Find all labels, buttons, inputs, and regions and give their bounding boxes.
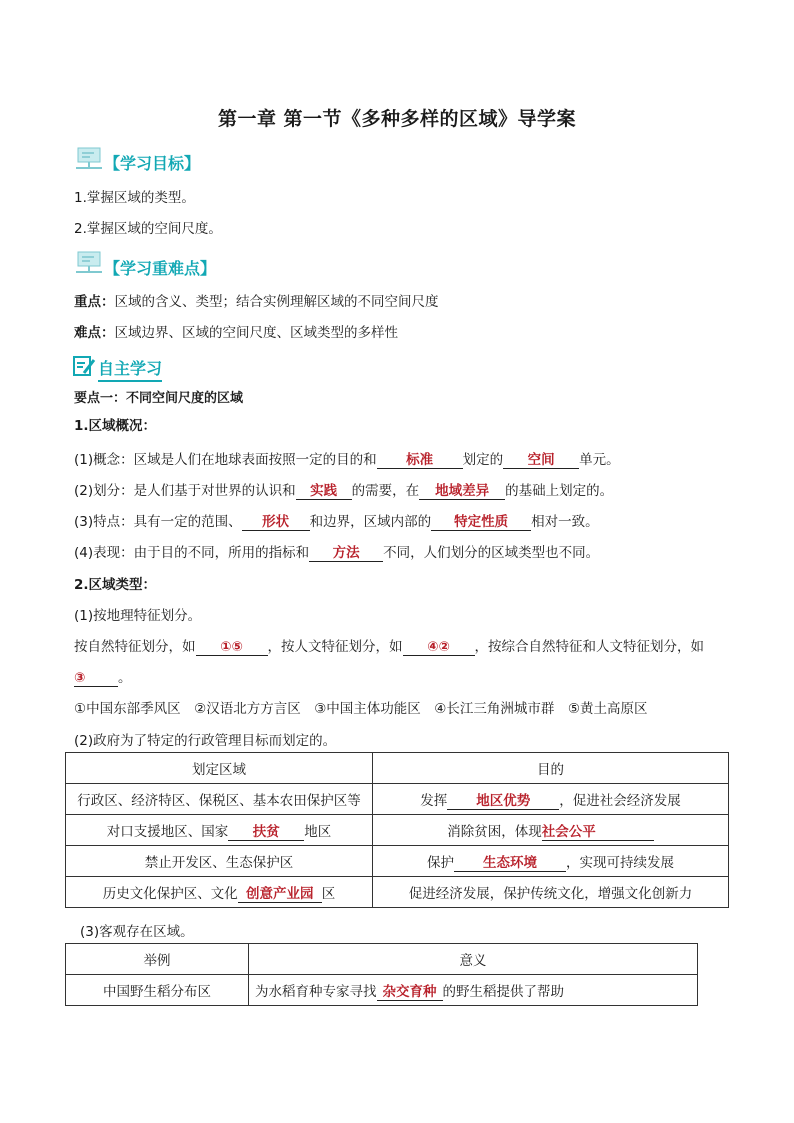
answer-blank: ④②: [403, 640, 475, 656]
table-header-row: [66, 944, 698, 975]
table-cell: [373, 815, 729, 846]
classification-text-end: 。: [118, 670, 132, 686]
cell-text: 保护: [427, 854, 454, 871]
table-row: [66, 877, 729, 908]
cell-text: 历史文化保护区、文化: [102, 885, 238, 902]
difficult-points-line: [74, 321, 398, 341]
table-header-cell: 划定区域: [66, 753, 373, 784]
geo-feature-line: (1)按地理特征划分。: [74, 608, 202, 624]
answer-blank: ①⑤: [196, 640, 268, 656]
cell-text: 地区: [304, 823, 332, 840]
classification-text-c: ，按综合自然特征和人文特征划分，如: [474, 639, 704, 655]
options-line: ①中国东部季风区 ②汉语北方方言区 ③中国主体功能区 ④长江三角洲城市群 ⑤黄土高原区: [74, 701, 648, 717]
table-header-cell: 举例: [66, 944, 249, 975]
expression-text-a: (4)表现：由于目的不同，所用的指标和: [74, 545, 310, 561]
answer-blank: 实践: [296, 484, 352, 500]
section-title-selfstudy: 自主学习: [98, 356, 162, 382]
answer-blank: 标准: [377, 453, 463, 469]
concept-text-c: 单元。: [579, 452, 620, 468]
answer-blank: ③: [74, 671, 118, 687]
concept-text-a: (1)概念：区域是人们在地球表面按照一定的目的和: [74, 452, 377, 468]
pencil-note-icon: [72, 354, 96, 378]
features-line: [74, 510, 599, 531]
study-board-icon: [74, 250, 104, 274]
key-points-line: [74, 290, 439, 310]
cell-text: ，促进社会经济发展: [559, 792, 681, 809]
table-cell: 中国野生稻分布区: [66, 975, 249, 1006]
key-text: 区域的含义、类型；结合实例理解区域的不同空间尺度: [114, 294, 439, 310]
table-cell: 促进经济发展，保护传统文化，增强文化创新力: [373, 877, 729, 908]
difficult-label: 难点：: [74, 325, 115, 341]
cell-text: 发挥: [420, 792, 448, 809]
objective-region-line: (3)客观存在区域。: [80, 924, 194, 940]
division-text-c: 的基础上划定的。: [505, 483, 614, 499]
concept-text-b: 划定的: [462, 452, 504, 468]
table-cell: 禁止开发区、生态保护区: [66, 846, 373, 877]
table-row: [66, 815, 729, 846]
cell-text: 为水稻育种专家寻找: [255, 983, 377, 1000]
division-line: [74, 479, 613, 500]
region-purpose-table: [65, 752, 729, 908]
expression-line: [74, 541, 599, 562]
division-text-b: 的需要，在: [351, 483, 420, 499]
table-cell: [373, 846, 729, 877]
types-heading: 2.区域类型：: [74, 577, 157, 593]
difficult-text: 区域边界、区域的空间尺度、区域类型的多样性: [114, 325, 398, 341]
answer-blank: 形状: [242, 515, 310, 531]
division-text-a: (2)划分：是人们基于对世界的认识和: [74, 483, 296, 499]
key-label: 重点：: [74, 294, 115, 310]
section-title-keypoints: 【学习重难点】: [104, 259, 217, 278]
answer-blank: 生态环境: [454, 856, 566, 872]
answer-blank: 杂交育种: [377, 985, 443, 1001]
cell-text: 消除贫困，体现: [447, 823, 542, 840]
cell-text: 区: [321, 885, 336, 902]
overview-heading: 1.区域概况：: [74, 418, 157, 434]
table-row: [66, 784, 729, 815]
answer-blank: 社会公平: [542, 825, 654, 841]
table-cell: [373, 784, 729, 815]
table-cell: [249, 975, 698, 1006]
objective-region-table: [65, 943, 698, 1006]
table-cell: [66, 877, 373, 908]
classification-line: [74, 635, 704, 656]
classification-line-2: [74, 666, 132, 687]
answer-blank: 特定性质: [431, 515, 531, 531]
goal-item-1: 1.掌握区域的类型。: [74, 190, 195, 206]
table-row: [66, 975, 698, 1006]
table-header-row: [66, 753, 729, 784]
table-header-cell: 意义: [249, 944, 698, 975]
concept-line: [74, 448, 620, 469]
government-line: (2)政府为了特定的行政管理目标而划定的。: [74, 733, 337, 749]
answer-blank: 地区优势: [447, 794, 559, 810]
answer-blank: 扶贫: [228, 825, 304, 841]
expression-text-b: 不同，人们划分的区域类型也不同。: [383, 545, 600, 561]
classification-text-b: ，按人文特征划分，如: [267, 639, 403, 655]
answer-blank: 创意产业园: [238, 887, 322, 903]
section-title-goals: 【学习目标】: [104, 154, 201, 173]
page-title: 第一章 第一节《多种多样的区域》导学案: [217, 108, 577, 130]
features-text-a: (3)特点：具有一定的范围、: [74, 514, 242, 530]
table-row: [66, 846, 729, 877]
features-text-b: 和边界，区域内部的: [309, 514, 432, 530]
cell-text: 对口支援地区、国家: [106, 823, 229, 840]
table-header-cell: 目的: [373, 753, 729, 784]
point-one-heading: 要点一：不同空间尺度的区域: [74, 391, 244, 406]
cell-text: 的野生稻提供了帮助: [442, 983, 564, 1000]
answer-blank: 地域差异: [419, 484, 505, 500]
answer-blank: 空间: [503, 453, 579, 469]
study-board-icon: [74, 146, 104, 170]
cell-text: ，实现可持续发展: [566, 854, 674, 871]
answer-blank: 方法: [309, 546, 383, 562]
classification-text-a: 按自然特征划分，如: [74, 639, 196, 655]
features-text-c: 相对一致。: [531, 514, 599, 530]
table-cell: [66, 815, 373, 846]
goal-item-2: 2.掌握区域的空间尺度。: [74, 221, 222, 237]
table-cell: 行政区、经济特区、保税区、基本农田保护区等: [66, 784, 373, 815]
